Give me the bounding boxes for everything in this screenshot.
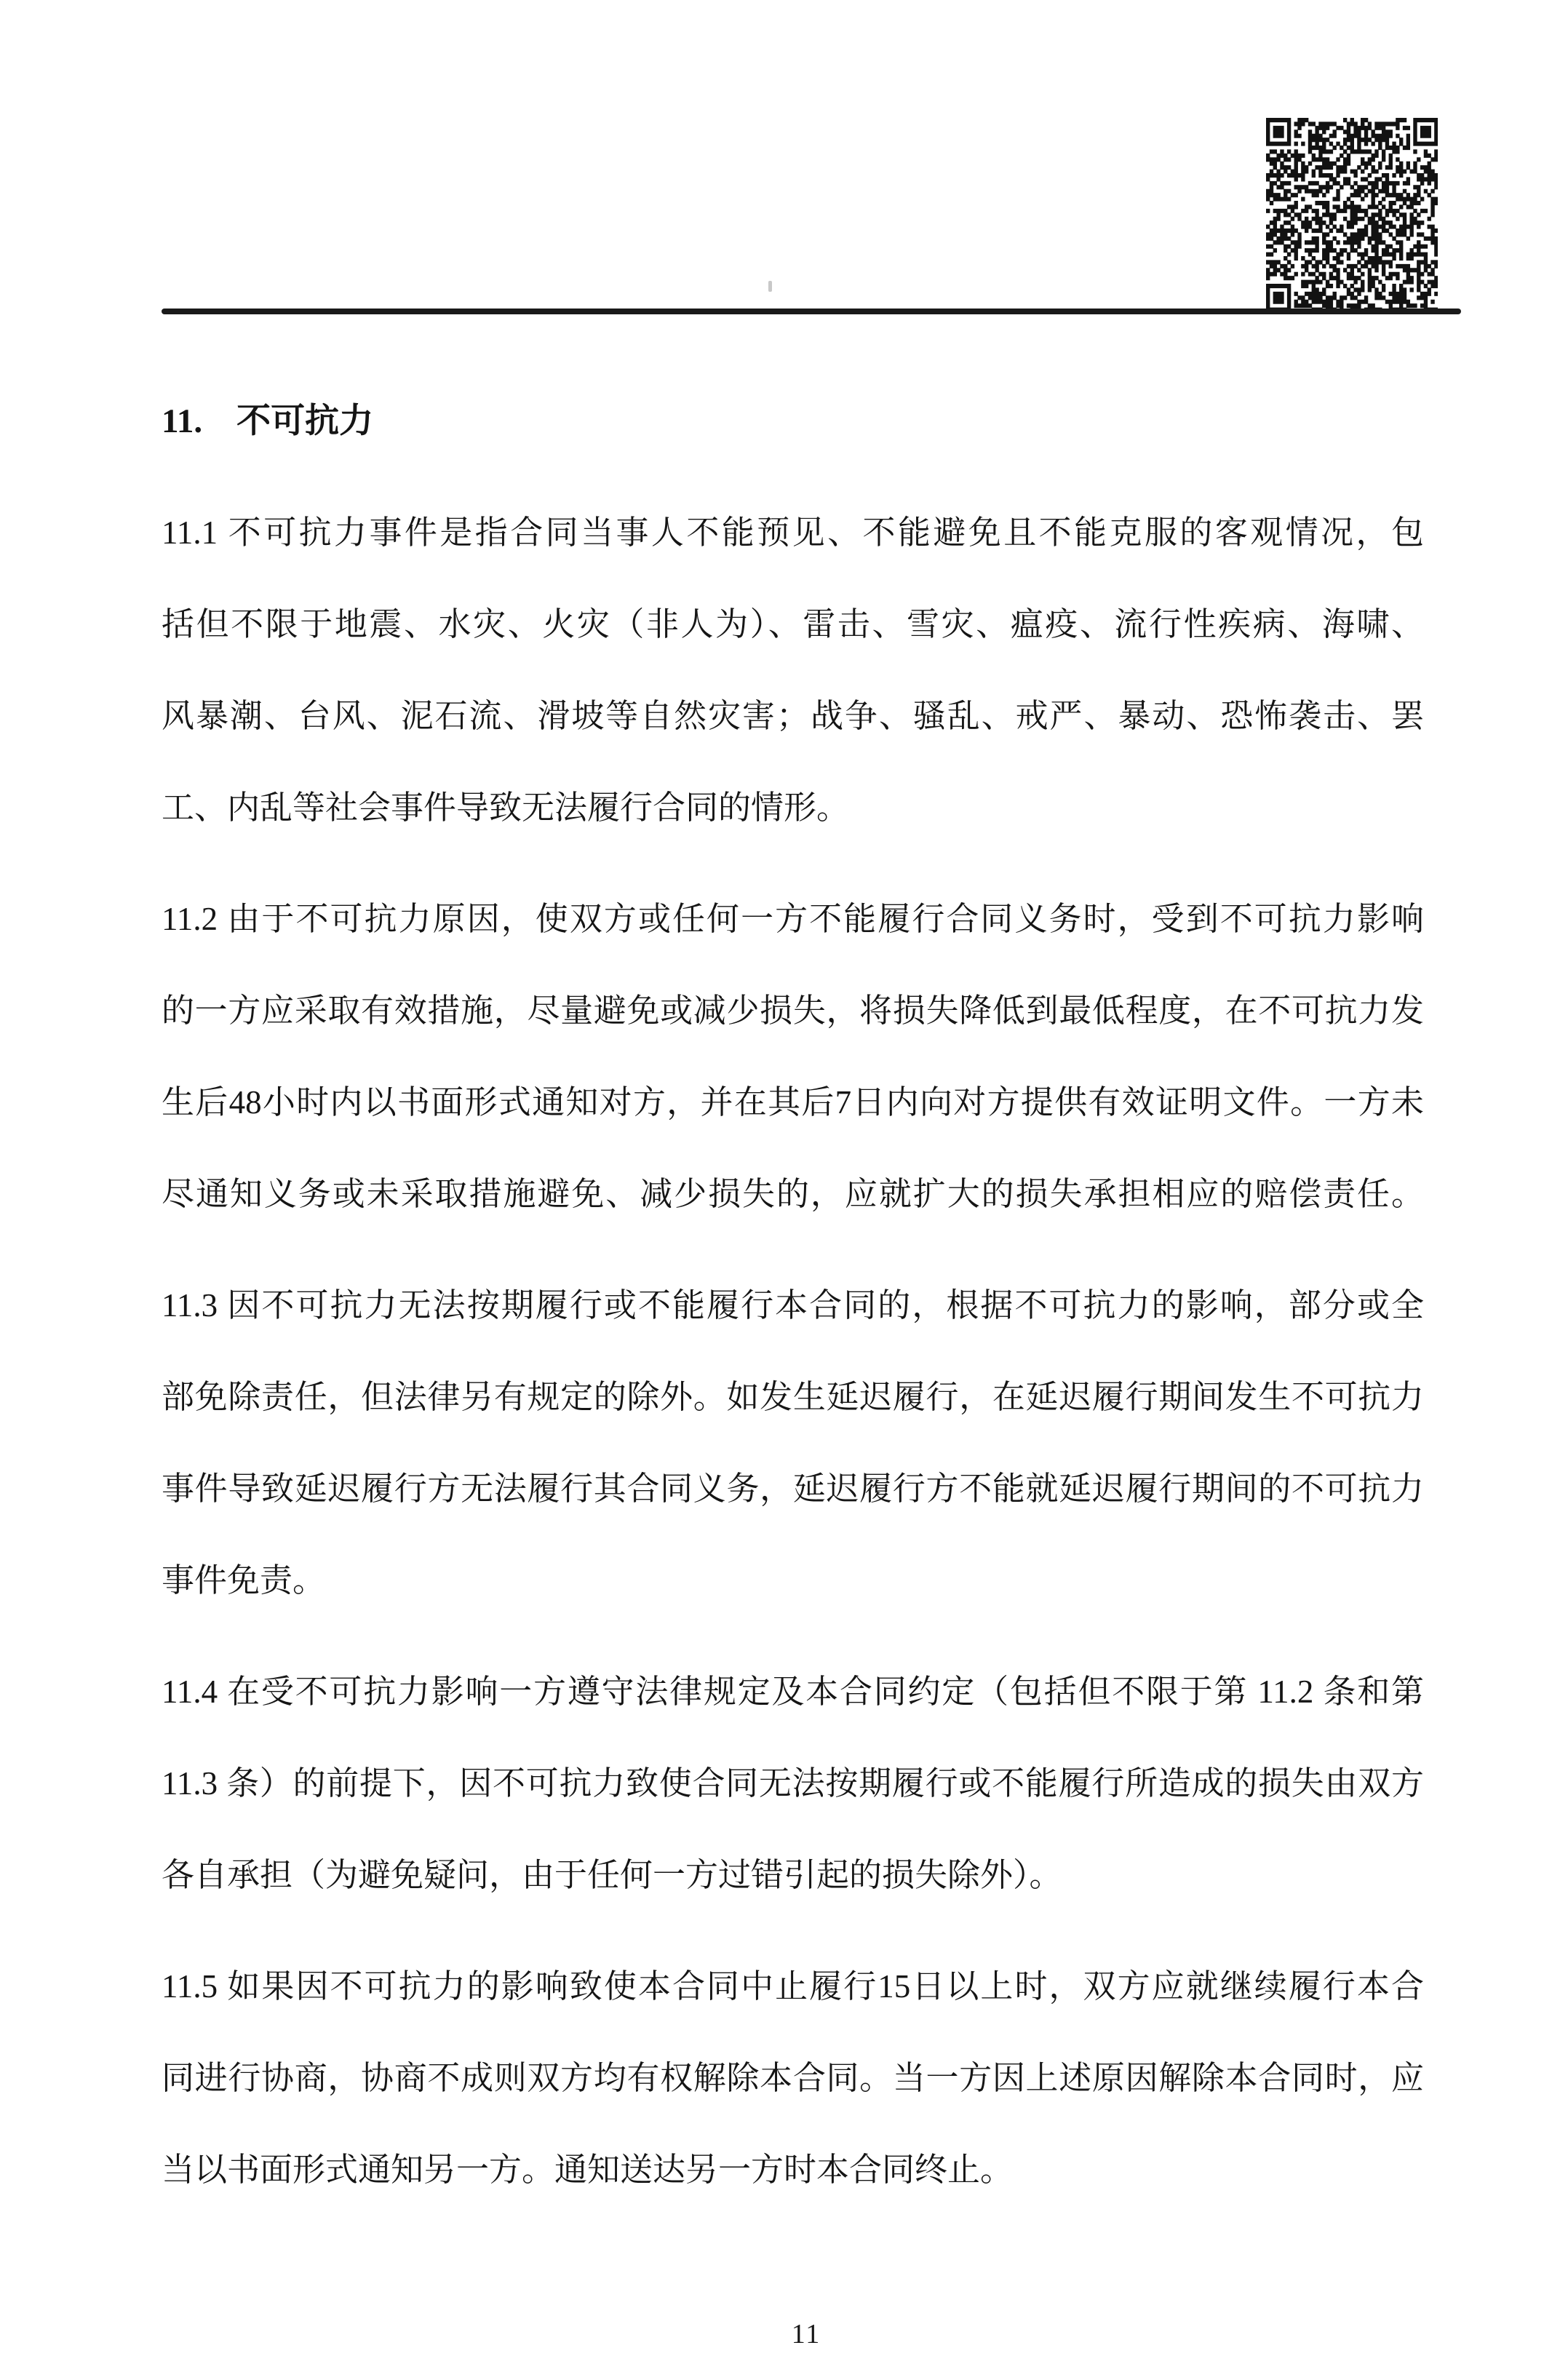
clause-11-4-line-1: 11.4 在受不可抗力影响一方遵守法律规定及本合同约定（包括但不限于第 11.2 条和第 xyxy=(162,1673,1424,1710)
clause-11-1-line-1: 11.1 不可抗力事件是指合同当事人不能预见、不能避免且不能克服的客观情况，包 xyxy=(162,514,1424,551)
clause-11-2 xyxy=(162,873,1424,1240)
section-title: 11. 不可抗力 xyxy=(162,402,374,440)
clause-11-5-line-1: 11.5 如果因不可抗力的影响致使本合同中止履行15日以上时，双方应就继续履行本合 xyxy=(162,1968,1424,2005)
clause-11-5-line-2: 同进行协商，协商不成则双方均有权解除本合同。当一方因上述原因解除本合同时，应 xyxy=(162,2060,1424,2096)
clause-11-1-line-4: 工、内乱等社会事件导致无法履行合同的情形。 xyxy=(162,789,850,826)
clause-11-4-line-3: 各自承担（为避免疑问，由于任何一方过错引起的损失除外）。 xyxy=(162,1857,1062,1893)
clause-11-3-line-4: 事件免责。 xyxy=(162,1562,326,1599)
qr-code-image xyxy=(1266,118,1438,311)
clause-11-3-line-2: 部免除责任，但法律另有规定的除外。如发生延迟履行，在延迟履行期间发生不可抗力 xyxy=(162,1379,1424,1415)
clause-11-1-line-3: 风暴潮、台风、泥石流、滑坡等自然灾害；战争、骚乱、戒严、暴动、恐怖袭击、罢 xyxy=(162,698,1424,734)
contract-body xyxy=(162,375,1424,2216)
clause-11-2-line-2: 的一方应采取有效措施，尽量避免或减少损失，将损失降低到最低程度，在不可抗力发 xyxy=(162,992,1424,1029)
clause-11-2-line-4: 尽通知义务或未采取措施避免、减少损失的，应就扩大的损失承担相应的赔偿责任。 xyxy=(162,1176,1424,1212)
header-divider-line xyxy=(162,309,1461,314)
scan-artifact xyxy=(768,281,772,292)
clause-11-4 xyxy=(162,1646,1424,1921)
clause-11-3 xyxy=(162,1259,1424,1626)
clause-11-5-line-3: 当以书面形式通知另一方。通知送达另一方时本合同终止。 xyxy=(162,2152,1014,2188)
clause-11-3-line-3: 事件导致延迟履行方无法履行其合同义务，延迟履行方不能就延迟履行期间的不可抗力 xyxy=(162,1470,1424,1507)
clause-11-5 xyxy=(162,1941,1424,2216)
clause-11-1-line-2: 括但不限于地震、水灾、火灾（非人为）、雷击、雪灾、瘟疫、流行性疾病、海啸、 xyxy=(162,606,1424,642)
clause-11-2-line-3: 生后48小时内以书面形式通知对方，并在其后7日内向对方提供有效证明文件。一方未 xyxy=(162,1084,1424,1121)
clause-11-4-line-2: 11.3 条）的前提下，因不可抗力致使合同无法按期履行或不能履行所造成的损失由双方 xyxy=(162,1765,1424,1802)
clause-11-3-line-1: 11.3 因不可抗力无法按期履行或不能履行本合同的，根据不可抗力的影响，部分或全 xyxy=(162,1287,1424,1324)
clause-11-1 xyxy=(162,487,1424,853)
clause-11-2-line-1: 11.2 由于不可抗力原因，使双方或任何一方不能履行合同义务时，受到不可抗力影响 xyxy=(162,901,1424,937)
page-number: 11 xyxy=(791,2319,821,2349)
